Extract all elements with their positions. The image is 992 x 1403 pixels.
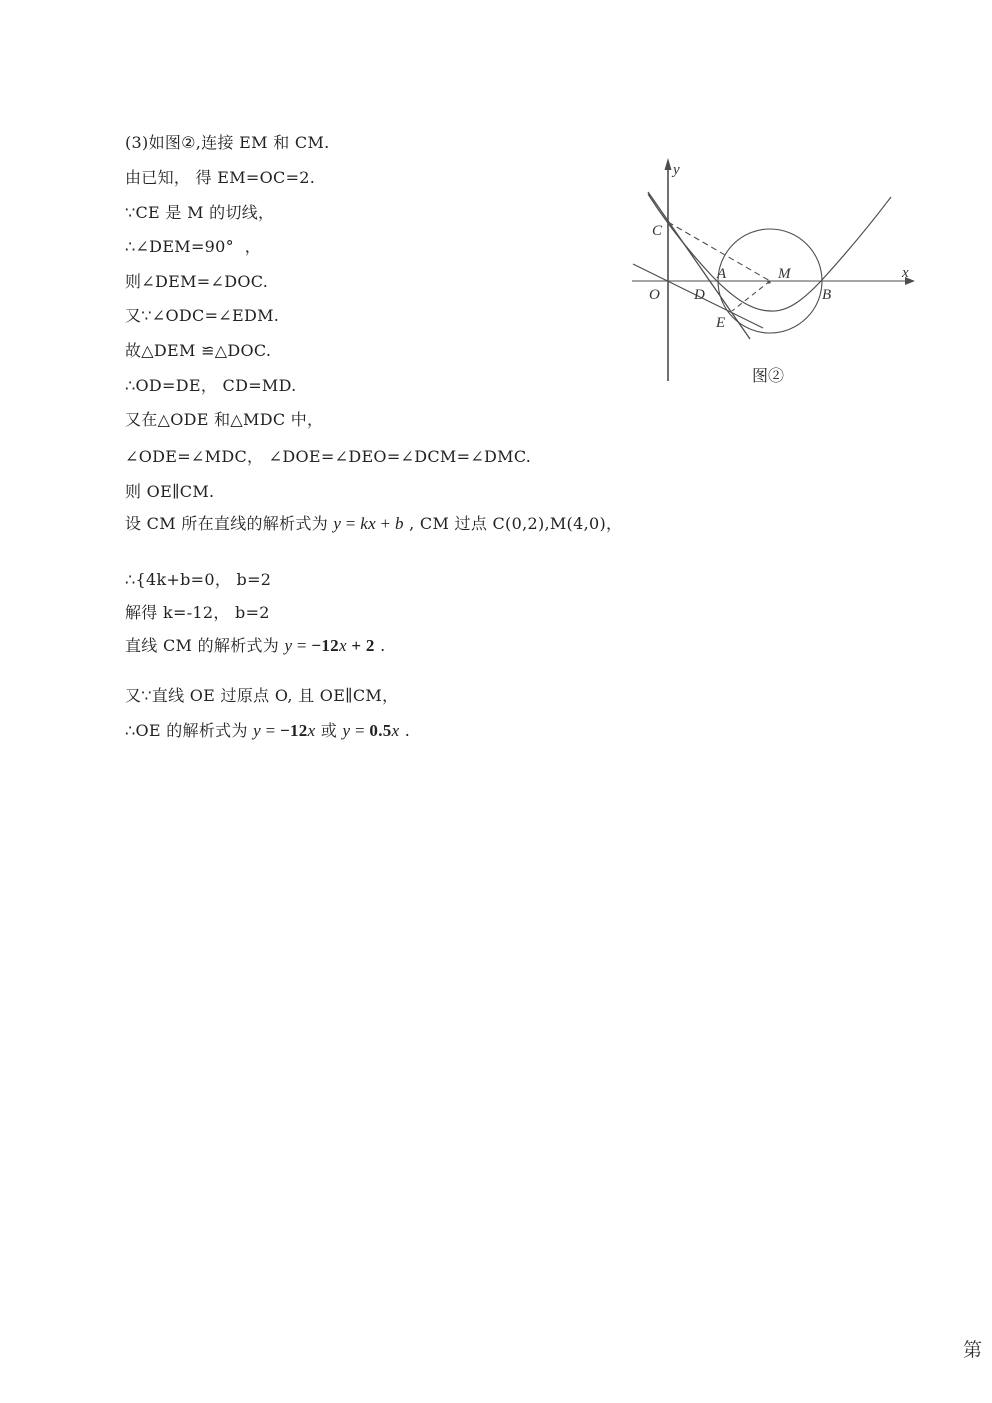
text-segment: 由已知， 得 EM=OC=2. (125, 168, 316, 187)
text-segment: . (374, 636, 386, 655)
text-segment: 故△DEM ≌△DOC. (125, 341, 272, 360)
text-segment: ∵CE 是 M 的切线， (125, 203, 275, 222)
text-segment: −12 (280, 721, 308, 740)
text-line (125, 168, 315, 188)
text-segment: 则 OE∥CM. (125, 482, 215, 501)
text-segment: 又在△ODE 和△MDC 中， (125, 410, 324, 429)
text-segment: ∴OE 的解析式为 (125, 721, 254, 740)
text-segment: ∠ODE=∠MDC， ∠DOE=∠DEO=∠DCM=∠DMC. (125, 447, 532, 466)
text-segment: = (292, 636, 312, 655)
text-segment: + 2 (346, 636, 375, 655)
text-segment: 0.5 (369, 721, 392, 740)
tangent-line-CE (648, 192, 750, 339)
text-segment: y (284, 636, 293, 655)
text-segment: y (342, 721, 351, 740)
text-line (125, 272, 268, 292)
text-segment: = (261, 721, 281, 740)
parabola-curve (648, 194, 891, 311)
point-label-M: M (778, 266, 791, 282)
text-segment: ∴OD=DE， CD=MD. (125, 376, 297, 395)
text-line (125, 603, 270, 623)
text-line (125, 306, 279, 326)
text-segment: x (307, 721, 316, 740)
text-segment: 设 CM 所在直线的解析式为 (125, 514, 334, 533)
point-label-B: B (822, 287, 832, 303)
text-segment: b (394, 514, 404, 533)
text-segment: . (399, 721, 411, 740)
text-segment: (3)如图②,连接 EM 和 CM. (125, 133, 330, 152)
text-segment: 又∵∠ODC=∠EDM. (125, 306, 280, 325)
text-line (125, 341, 271, 361)
text-segment: = (350, 721, 370, 740)
text-line (125, 686, 398, 706)
text-segment: 又∵直线 OE 过原点 O, 且 OE∥CM， (125, 686, 399, 705)
text-segment: + (375, 514, 395, 533)
text-line (125, 636, 385, 656)
axis-label-x: x (902, 265, 909, 281)
text-segment: −12 (311, 636, 339, 655)
point-label-D: D (694, 287, 705, 303)
geometry-figure (628, 150, 920, 395)
text-line (125, 410, 323, 430)
text-line (125, 237, 261, 257)
text-segment: ∴∠DEM=90° ， (125, 237, 262, 256)
text-segment: y (253, 721, 262, 740)
text-line (125, 203, 274, 223)
text-segment: 直线 CM 的解析式为 (125, 636, 285, 655)
point-label-A: A (717, 266, 727, 282)
text-segment: = (341, 514, 361, 533)
text-line (125, 570, 271, 590)
text-line (125, 133, 330, 153)
point-M-dot (767, 280, 770, 283)
y-axis-arrow-icon (665, 158, 672, 170)
axis-label-y: y (673, 162, 680, 178)
text-line (125, 514, 622, 534)
text-segment: x (391, 721, 400, 740)
text-segment: kx (360, 514, 376, 533)
text-line (125, 721, 410, 741)
point-label-O: O (649, 287, 660, 303)
text-segment: 解得 k=-12， b=2 (125, 603, 270, 622)
text-segment: 或 (315, 721, 343, 740)
text-segment: , CM 过点 C(0,2),M(4,0)， (403, 514, 623, 533)
text-segment: x (338, 636, 347, 655)
figure-caption: 图② (751, 366, 785, 385)
page-footer: 第 (963, 1339, 983, 1361)
text-line (125, 447, 531, 467)
text-line (125, 482, 214, 502)
point-label-C: C (652, 223, 663, 239)
text-segment: 则∠DEM=∠DOC. (125, 272, 269, 291)
text-segment: y (333, 514, 342, 533)
text-line (125, 376, 297, 396)
point-label-E: E (716, 315, 726, 331)
text-segment: ∴{4k+b=0， b=2 (125, 570, 272, 589)
figure-canvas (628, 150, 920, 395)
